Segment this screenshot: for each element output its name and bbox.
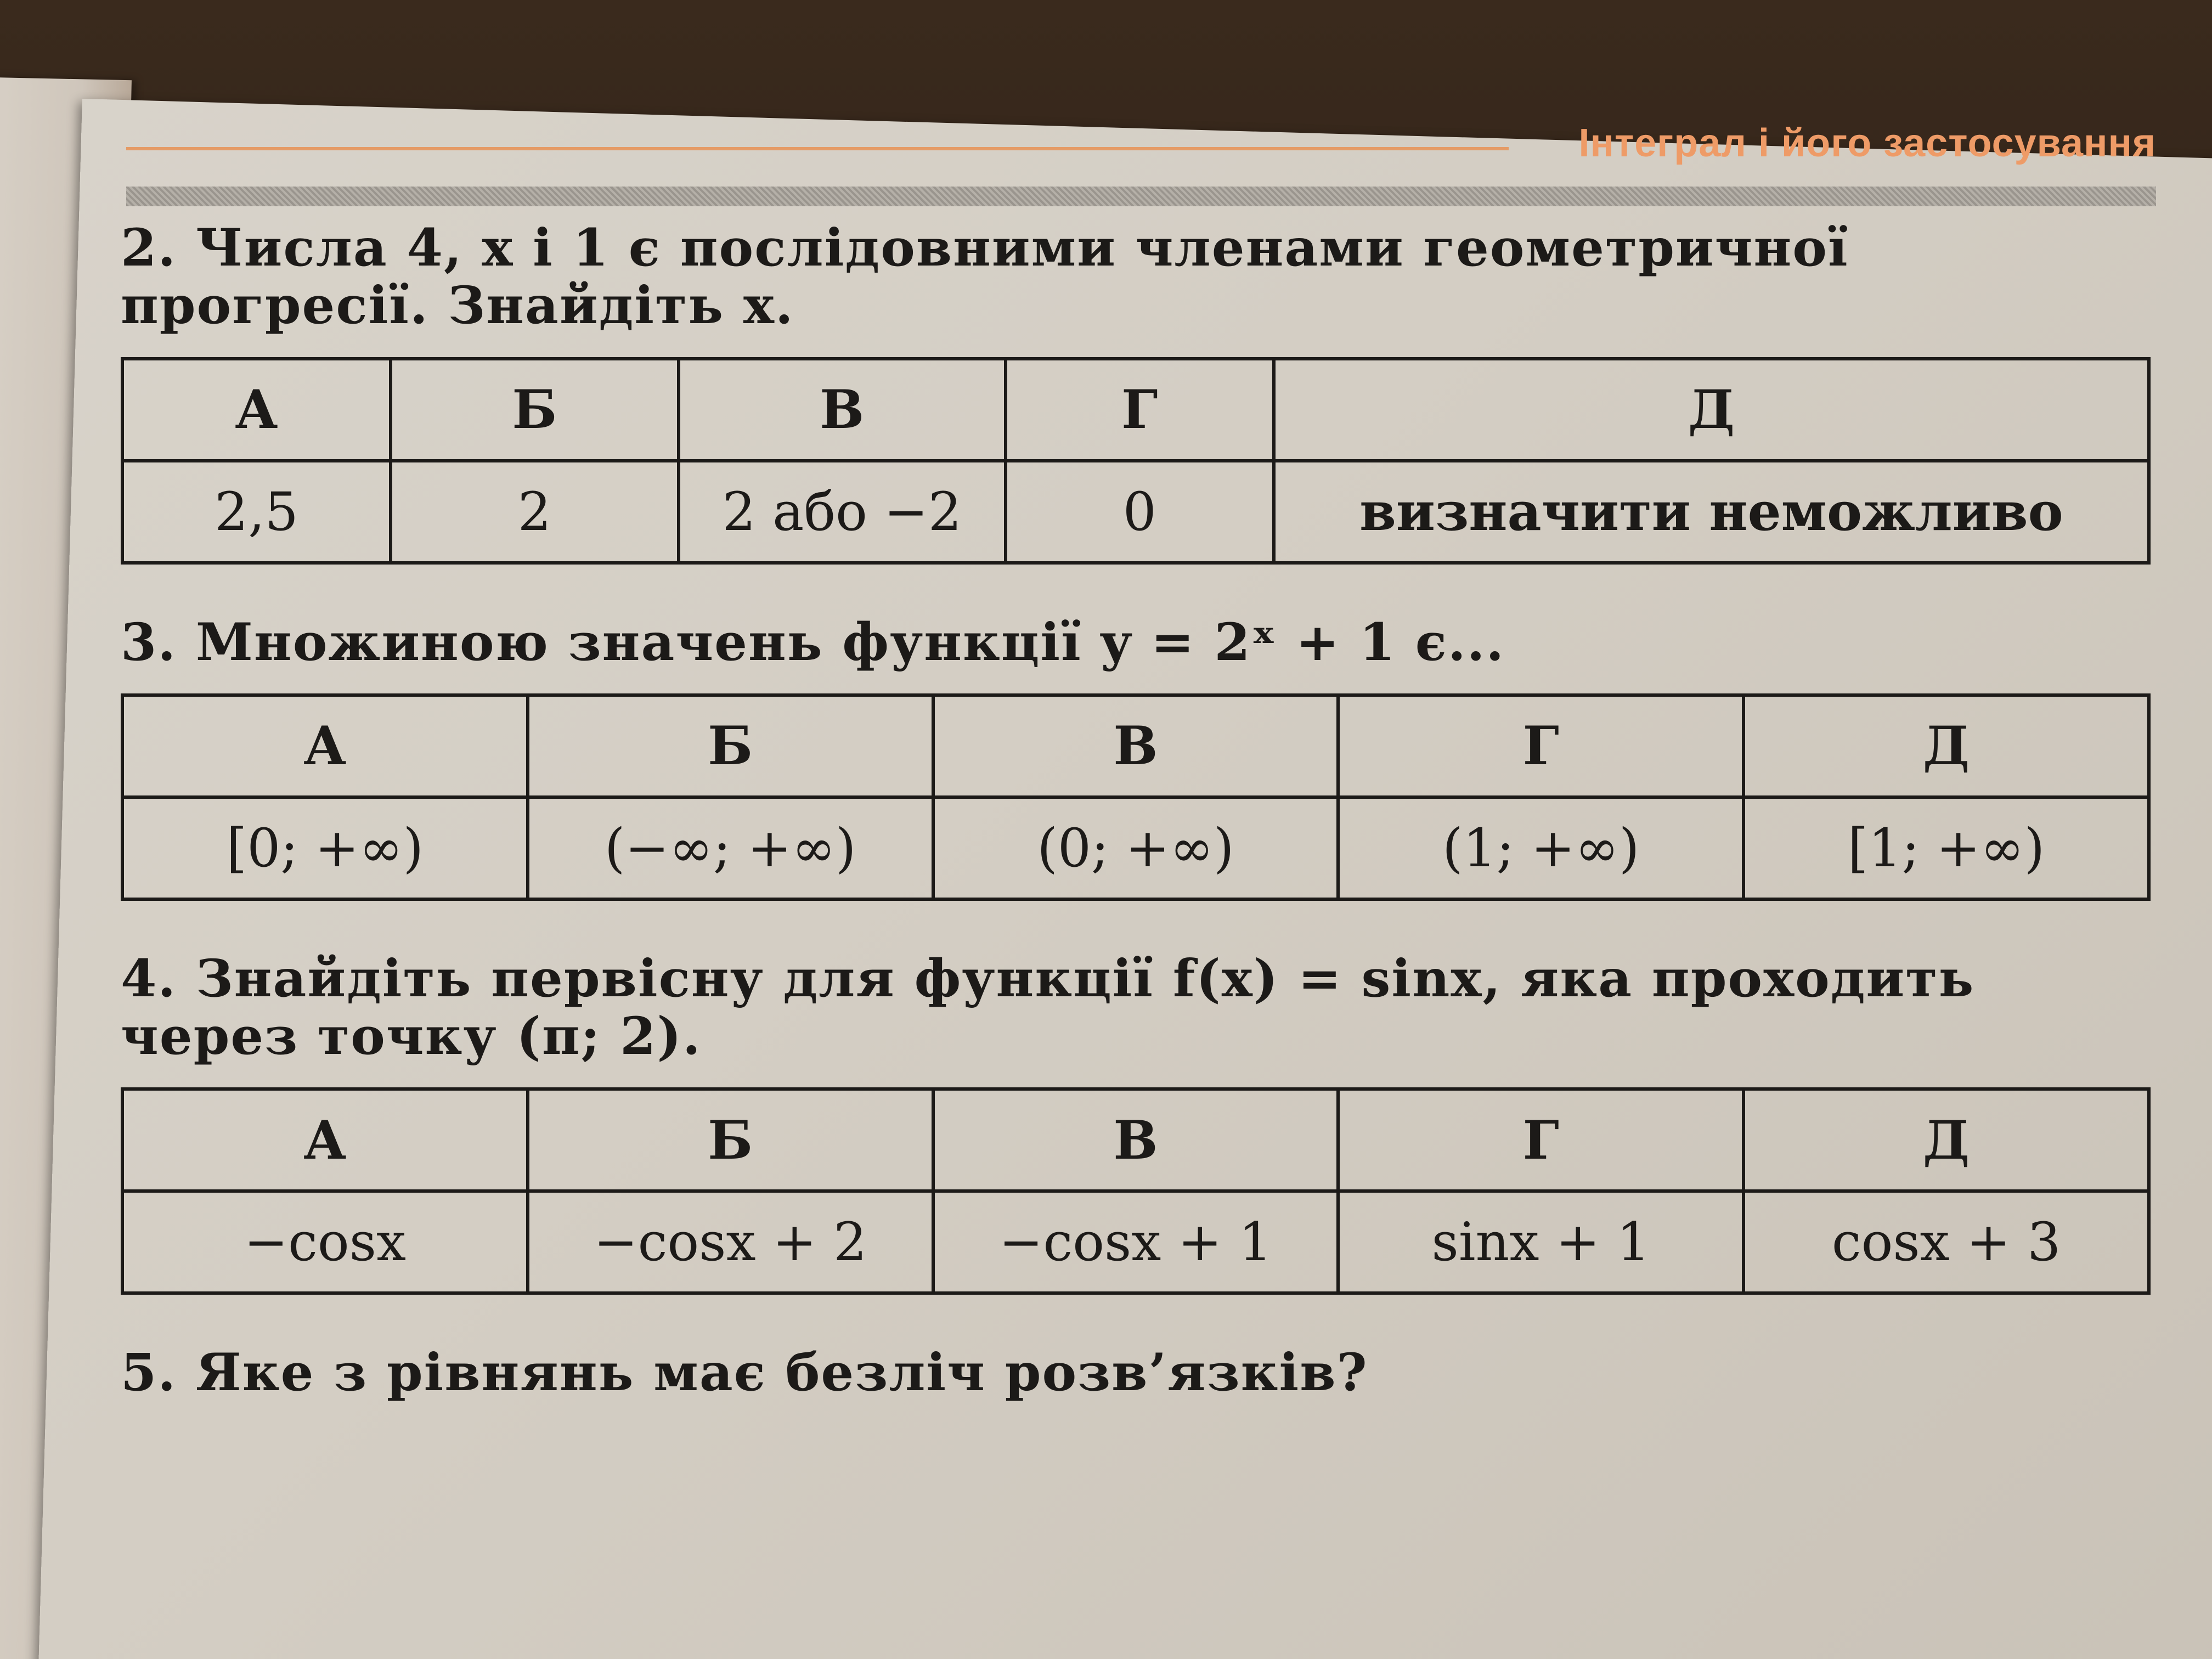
- answer-value: (1; +∞): [1338, 797, 1743, 899]
- answer-value: (−∞; +∞): [528, 797, 933, 899]
- answer-value: визначити неможливо: [1274, 461, 2149, 563]
- problem-3-answer-table: [121, 693, 2151, 901]
- answer-letter: В: [933, 1089, 1339, 1191]
- answer-letter: В: [679, 359, 1006, 461]
- answer-letter: Г: [1338, 695, 1743, 797]
- problem-4-answer-table: [121, 1087, 2151, 1295]
- answer-letter-row: [122, 359, 2149, 461]
- shaded-band: [126, 187, 2156, 206]
- problem-4-text: 4. Знайдіть первісну для функції f(x) = sinx, яка проходить через точку (π; 2).: [121, 948, 1975, 1067]
- problem-2-answer-table: [121, 357, 2151, 565]
- answer-letter-row: [122, 695, 2149, 797]
- answer-value: (0; +∞): [933, 797, 1339, 899]
- answer-value: 2,5: [122, 461, 391, 563]
- answer-value: [1; +∞): [1743, 797, 2149, 899]
- answer-value: 2 або −2: [679, 461, 1006, 563]
- problem-5-text: 5. Яке з рівнянь має безліч розв’язків?: [121, 1342, 1368, 1403]
- answer-value: 2: [391, 461, 679, 563]
- answer-letter: Г: [1006, 359, 1274, 461]
- answer-letter: Б: [528, 695, 933, 797]
- answer-value: −cosx: [122, 1191, 528, 1293]
- answer-value-row: [122, 1191, 2149, 1293]
- answer-letter: А: [122, 1089, 528, 1191]
- answer-letter: Б: [528, 1089, 933, 1191]
- header-rule: [126, 147, 1509, 150]
- answer-letter: В: [933, 695, 1339, 797]
- answer-letter: Б: [391, 359, 679, 461]
- answer-value: 0: [1006, 461, 1274, 563]
- answer-value: cosx + 3: [1743, 1191, 2149, 1293]
- answer-value: −cosx + 1: [933, 1191, 1339, 1293]
- answer-letter: Д: [1743, 695, 2149, 797]
- problem-3-text: 3. Множиною значень функції y = 2ˣ + 1 є...: [121, 612, 1505, 673]
- answer-letter: Д: [1274, 359, 2149, 461]
- running-header: [126, 121, 2156, 170]
- problems-block: [121, 219, 2151, 1424]
- answer-value: [0; +∞): [122, 797, 528, 899]
- answer-value: sinx + 1: [1338, 1191, 1743, 1293]
- answer-letter: А: [122, 695, 528, 797]
- answer-letter: А: [122, 359, 391, 461]
- answer-value-row: [122, 797, 2149, 899]
- answer-letter-row: [122, 1089, 2149, 1191]
- answer-letter: Д: [1743, 1089, 2149, 1191]
- answer-letter: Г: [1338, 1089, 1743, 1191]
- running-title: Інтеграл і його застосування: [1578, 121, 2156, 165]
- answer-value-row: [122, 461, 2149, 563]
- problem-2-text: 2. Числа 4, x і 1 є послідовними членами геометричної прогресії. Знайдіть x.: [121, 218, 1849, 336]
- answer-value: −cosx + 2: [528, 1191, 933, 1293]
